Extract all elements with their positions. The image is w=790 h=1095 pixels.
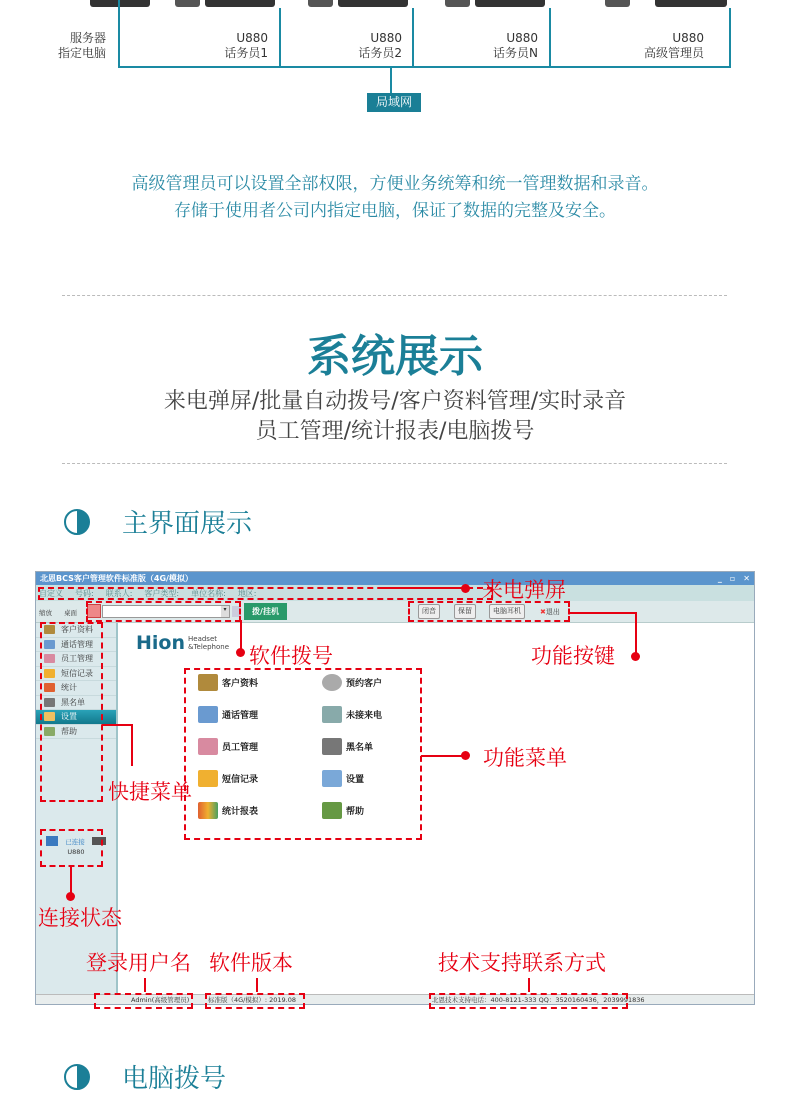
section-title: 系统展示 bbox=[307, 331, 483, 382]
menu-appointments[interactable]: 预约客户 bbox=[322, 674, 382, 691]
label-function-menu: 功能菜单 bbox=[483, 746, 567, 770]
divider bbox=[62, 295, 727, 296]
menu-help[interactable]: 帮助 bbox=[322, 802, 364, 819]
menu-settings[interactable]: 设置 bbox=[322, 770, 364, 787]
dial-hangup-button[interactable]: 拨/挂机 bbox=[244, 603, 287, 620]
half-circle-icon bbox=[64, 1064, 90, 1090]
connection-status: 已连接 U880 bbox=[46, 836, 106, 856]
laptop-icon bbox=[655, 0, 727, 7]
menu-blacklist[interactable]: 黑名单 bbox=[322, 738, 373, 755]
mute-button[interactable]: 闭音 bbox=[418, 604, 440, 619]
pc-headset-button[interactable]: 电脑耳机 bbox=[489, 604, 525, 619]
lan-label: 局域网 bbox=[367, 93, 421, 112]
label-version: 软件版本 bbox=[209, 951, 293, 975]
label-dial: 软件拨号 bbox=[249, 644, 333, 668]
laptop-icon bbox=[475, 0, 545, 7]
hion-logo: Hion Headset &Telephone bbox=[136, 632, 230, 654]
main-heading: 主界面展示 bbox=[64, 503, 252, 540]
intro-line-1: 高级管理员可以设置全部权限，方便业务统筹和统一管理数据和录音。 bbox=[131, 174, 659, 194]
title-bar bbox=[36, 572, 754, 585]
label-support: 技术支持联系方式 bbox=[438, 951, 606, 975]
sidebar-item-blacklist[interactable]: 黑名单 bbox=[36, 696, 116, 711]
sidebar-item-settings[interactable]: 设置 bbox=[36, 710, 116, 725]
label-popup: 来电弹屏 bbox=[482, 578, 566, 602]
sidebar-item-customers[interactable]: 客户资料 bbox=[36, 623, 116, 638]
phone-icon bbox=[175, 0, 200, 7]
phone-icon bbox=[605, 0, 630, 7]
laptop-icon bbox=[205, 0, 275, 7]
node-label: U880 话务员2 bbox=[358, 31, 402, 60]
node-label: U880 高级管理员 bbox=[643, 31, 704, 60]
section-subtitle-2: 员工管理/统计报表/电脑拨号 bbox=[255, 419, 535, 444]
phone-icon bbox=[308, 0, 333, 7]
label-user: 登录用户名 bbox=[86, 951, 191, 975]
hold-button[interactable]: 保留 bbox=[454, 604, 476, 619]
sidebar-item-calls[interactable]: 通话管理 bbox=[36, 638, 116, 653]
info-field: 号码: bbox=[75, 588, 94, 598]
info-field: 客户类型: bbox=[144, 588, 180, 598]
node-label: U880 话务员1 bbox=[224, 31, 268, 60]
window-title: 北恩BCS客户管理软件标准版（4G/模拟） bbox=[40, 574, 193, 583]
section-subtitle-1: 来电弹屏/批量自动拨号/客户资料管理/实时录音 bbox=[163, 389, 627, 414]
minimize-icon[interactable]: _ bbox=[717, 574, 722, 583]
status-user: Admin(高级管理员) bbox=[131, 996, 190, 1004]
node-label: U880 话务员N bbox=[493, 31, 538, 60]
laptop-icon bbox=[338, 0, 408, 7]
menu-missed-calls[interactable]: 未接来电 bbox=[322, 706, 382, 723]
info-field: 地区: bbox=[237, 588, 257, 598]
intro-line-2: 存储于使用者公司内指定电脑，保证了数据的完整及安全。 bbox=[174, 201, 616, 221]
sidebar-item-staff[interactable]: 员工管理 bbox=[36, 652, 116, 667]
function-menu-box bbox=[184, 668, 422, 840]
half-circle-icon bbox=[64, 509, 90, 535]
exit-button[interactable]: ✖退出 bbox=[540, 608, 560, 616]
status-support: 北恩技术支持电话：400-8121-333 QQ：3520160436，2039991836 bbox=[432, 996, 645, 1004]
dropdown-arrow-icon[interactable]: ▾ bbox=[221, 606, 229, 617]
label-shortcut: 快捷菜单 bbox=[108, 780, 192, 804]
next-heading: 电脑拨号 bbox=[64, 1058, 226, 1095]
info-field: 单位名称: bbox=[191, 588, 226, 598]
status-version: 标准版（4G/模拟）: 2019.08 bbox=[208, 996, 296, 1004]
label-connection: 连接状态 bbox=[38, 906, 122, 930]
label-function-keys: 功能按键 bbox=[531, 644, 615, 668]
sidebar-item-sms[interactable]: 短信记录 bbox=[36, 667, 116, 682]
dial-box bbox=[86, 601, 241, 622]
shortcut-box bbox=[40, 622, 103, 802]
desktop-checkbox[interactable]: 桌面 bbox=[64, 609, 77, 617]
server-label: 服务器 指定电脑 bbox=[57, 31, 106, 60]
phone-icon bbox=[445, 0, 470, 7]
divider bbox=[62, 463, 727, 464]
function-keys-box bbox=[408, 601, 570, 622]
menu-staff[interactable]: 员工管理 bbox=[198, 738, 258, 755]
zoom-checkbox[interactable]: 缩放 bbox=[39, 609, 52, 617]
menu-customers[interactable]: 客户资料 bbox=[198, 674, 258, 691]
connection-box bbox=[40, 829, 103, 867]
info-field: 自定义 bbox=[39, 588, 63, 598]
close-icon[interactable]: ✕ bbox=[743, 574, 750, 583]
server-laptop-icon bbox=[90, 0, 150, 7]
info-field: 联系人: bbox=[105, 588, 133, 598]
maximize-icon[interactable]: ▫ bbox=[729, 574, 736, 583]
menu-sms[interactable]: 短信记录 bbox=[198, 770, 258, 787]
menu-reports[interactable]: 统计报表 bbox=[198, 802, 258, 819]
sidebar-item-stats[interactable]: 统计 bbox=[36, 681, 116, 696]
menu-calls[interactable]: 通话管理 bbox=[198, 706, 258, 723]
sidebar-item-help[interactable]: 帮助 bbox=[36, 725, 116, 740]
